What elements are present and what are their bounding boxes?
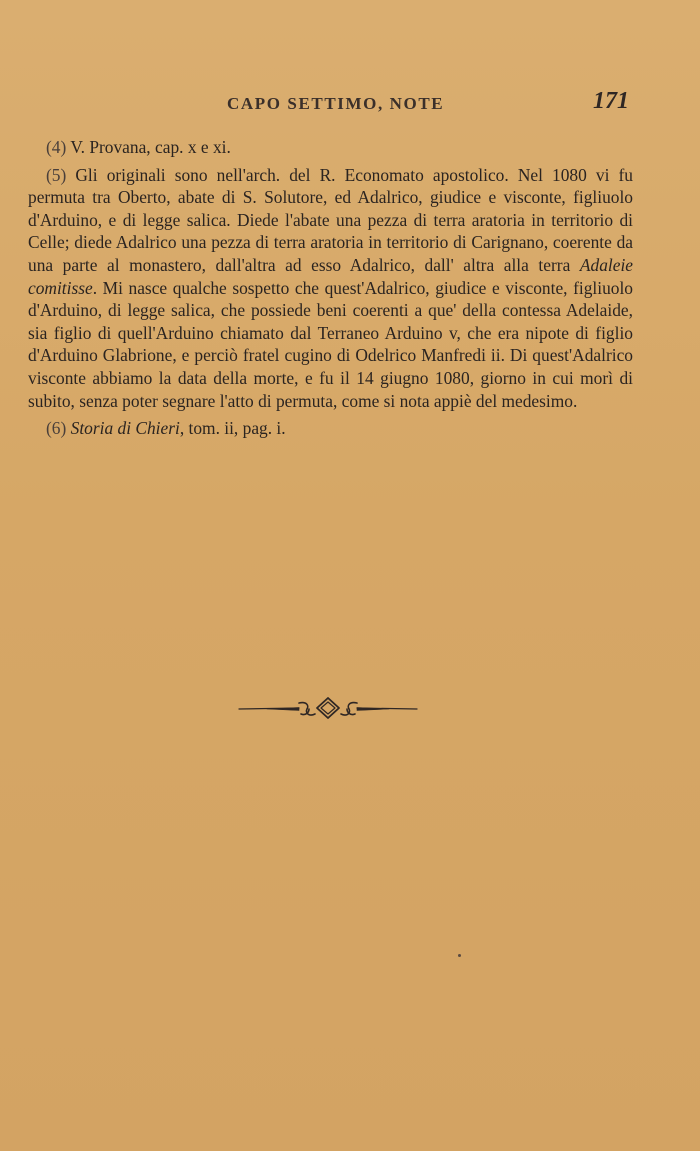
note-4 — [28, 136, 633, 159]
page-number: 171 — [593, 88, 629, 114]
note-italic-text: Storia di Chieri — [70, 418, 180, 439]
running-title: CAPO SETTIMO, NOTE — [227, 94, 445, 113]
note-text: . Mi nasce qualche sospetto che quest'Adalrico, giudice e visconte, figliuolo d'Arduino, di legge salica, che possiede beni coerenti a que' della contessa Adelaide, sia figlio di quell'Arduino chiamato dal Terraneo Arduino v, che era nipote di figlio d'Arduino Glabrione, e perciò fratel cugino di Odelrico Manfredi ii. Di quest'Adalrico visconte abbiamo la data della morte, e fu il 14 giugno 1080, giorno in cui morì di subito, senza poter segnare l'atto di permuta, come si nota appiè del medesimo. — [28, 277, 633, 411]
page-header — [0, 88, 700, 122]
note-number: (4) — [46, 137, 67, 157]
footnotes — [28, 136, 633, 445]
note-text: V. Provana, cap. x e xi. — [66, 137, 231, 157]
note-italic-text: Adaleie comitisse — [28, 254, 633, 298]
printer-ornament-icon — [237, 692, 419, 724]
note-6 — [28, 417, 633, 440]
note-text: Gli originali sono nell'arch. del R. Economato apostolico. Nel 1080 vi fu permuta tra Oberto, abate di S. Solutore, ed Adalrico, giudice e visconte, figliuolo d'Arduino, e di legge salica. Diede l'abate una pezza di terra aratoria in territorio di Celle; diede Adalrico una pezza di terra aratoria in territorio di Carignano, coerente da una parte al monastero, dall'altra ad esso Adalrico, dall' altra alla terra — [28, 164, 633, 275]
note-number: (5) — [46, 164, 67, 185]
paper-speck — [458, 954, 461, 957]
note-5 — [28, 164, 633, 413]
note-number: (6) — [46, 418, 67, 439]
note-text: , tom. ii, pag. i. — [179, 418, 286, 439]
